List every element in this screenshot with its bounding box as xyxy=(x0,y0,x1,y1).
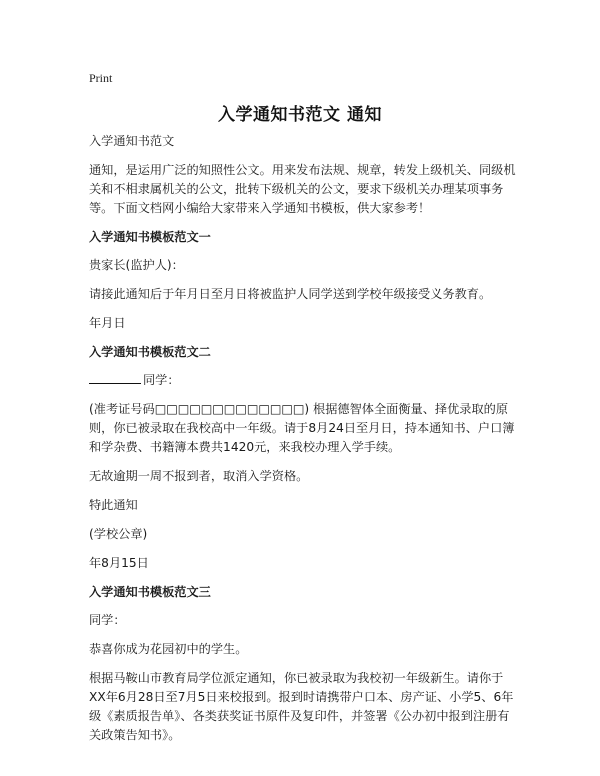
document-body xyxy=(89,132,517,755)
template2-salutation xyxy=(89,371,517,390)
template3-body: 根据马鞍山市教育局学位派定通知，你已被录取为我校初一年级新生。请你于XX年6月28日至7月5日来校报到。报到时请携带户口本、房产证、小学5、6年级《素质报告单》、各类获奖证书原件及复印件，并签署《公办初中报到注册有关政策告知书》。 xyxy=(89,671,514,742)
template1-heading: 入学通知书模板范文一 xyxy=(89,230,211,244)
template2-date: 年8月15日 xyxy=(89,556,149,570)
template1-date: 年月日 xyxy=(89,316,126,330)
template2-heading: 入学通知书模板范文二 xyxy=(89,345,211,359)
template3-heading: 入学通知书模板范文三 xyxy=(89,585,211,599)
template2-body: (准考证号码□□□□□□□□□□□□□) 根据德智体全面衡量、择优录取的原则，你已被录取在我校高中一年级。请于8月24日至月日，持本通知书、户口簿和学杂费、书籍簿本费共1420元，来我校办理入学手续。 xyxy=(89,402,515,454)
template1-salutation: 贵家长(监护人)： xyxy=(89,258,184,272)
template3-salutation: 同学： xyxy=(89,613,126,627)
template3-congrats: 恭喜你成为花园初中的学生。 xyxy=(89,642,248,656)
template2-note: 无故逾期一周不报到者，取消入学资格。 xyxy=(89,469,309,483)
template2-seal: (学校公章) xyxy=(89,527,148,541)
template1-body: 请接此通知后于年月日至月日将被监护人同学送到学校年级接受义务教育。 xyxy=(89,287,492,301)
intro-subtitle: 入学通知书范文 xyxy=(89,134,175,148)
print-label[interactable]: Print xyxy=(89,71,113,85)
intro-paragraph: 通知，是运用广泛的知照性公文。用来发布法规、规章，转发上级机关、同级机关和不相隶属机关的公文，批转下级机关的公文，要求下级机关办理某项事务等。下面文档网小编给大家带来入学通知书模板，供大家参考！ xyxy=(89,163,516,215)
document-title: 入学通知书范文 通知 xyxy=(218,105,382,125)
name-blank xyxy=(89,373,141,384)
template2-salutation-text: 同学： xyxy=(143,373,180,387)
template2-closing: 特此通知 xyxy=(89,498,138,512)
